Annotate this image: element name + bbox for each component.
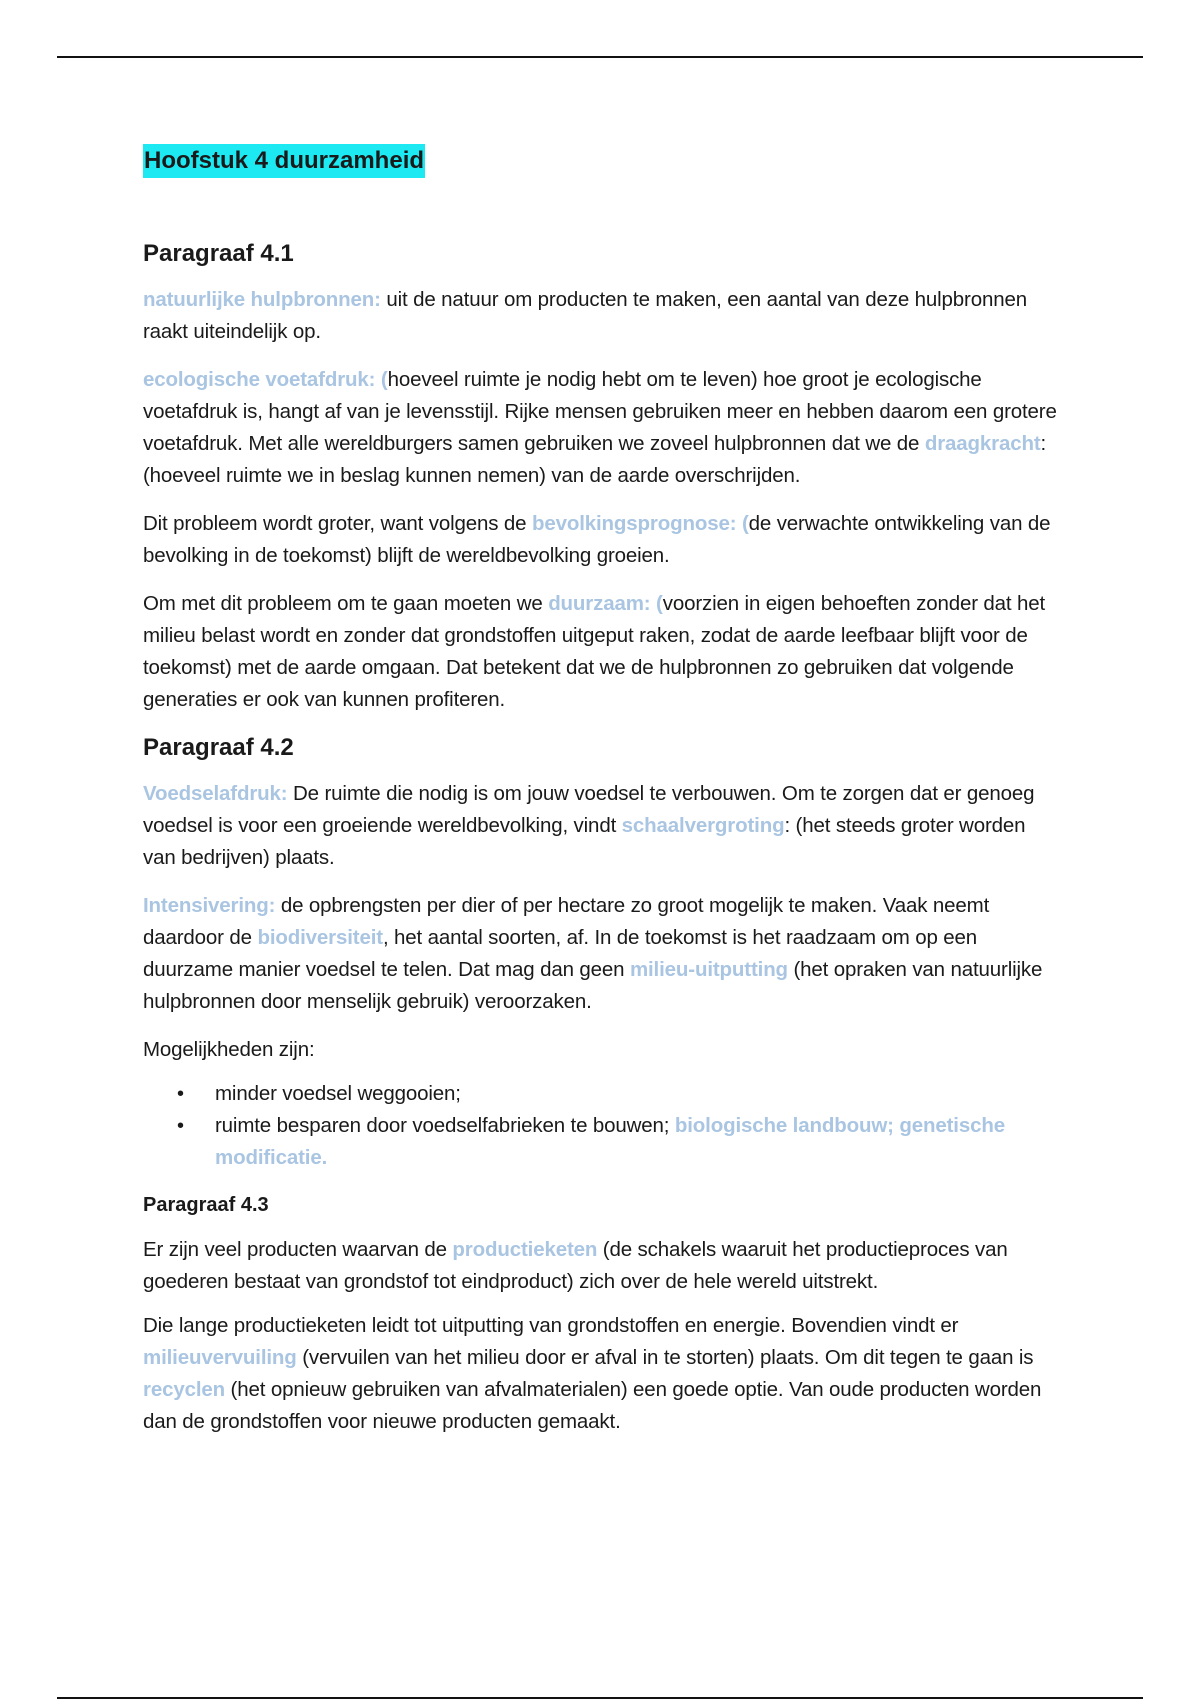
term-schaalvergroting: schaalvergroting [621,814,785,837]
term-bevolkingsprognose: bevolkingsprognose: ( [531,512,749,535]
bullet-icon: • [177,1115,184,1137]
term-biologische-landbouw: biologische landbouw; genetische modificatie. [215,1114,1005,1169]
paragraph-bevolkingsprognose: Dit probleem wordt groter, want volgens de bevolkingsprognose: (de verwachte ontwikkeling van de bevolking in de toekomst) blijft de wereldbevolking groeien. [143,512,1051,567]
term-ecologische-voetafdruk: ecologische voetafdruk: ( [143,368,388,391]
term-recyclen: recyclen [143,1378,226,1401]
list-item: • minder voedsel weggooien; [215,1078,1063,1110]
term-draagkracht: draagkracht [924,432,1041,455]
section-heading-4-3: Paragraaf 4.3 [143,1194,269,1216]
paragraph-mogelijkheden: Mogelijkheden zijn: [143,1038,315,1061]
term-voedselafdruk: Voedselafdruk: [143,782,288,805]
paragraph-voedselafdruk: Voedselafdruk: De ruimte die nodig is om jouw voedsel te verbouwen. Om te zorgen dat er genoeg voedsel is voor een groeiende wereldbevolking, vindt schaalvergroting: (het steeds groter worden van bedrijven) plaats. [143,782,1035,869]
term-intensivering: Intensivering: [143,894,276,917]
chapter-title: Hoofstuk 4 duurzamheid [143,144,425,178]
paragraph-productieketen: Er zijn veel producten waarvan de productieketen (de schakels waaruit het productieproces van goederen bestaat van grondstof tot eindproduct) zich over de hele wereld uitstrekt. [143,1238,1008,1293]
bullet-icon: • [177,1083,184,1105]
list-item: • ruimte besparen door voedselfabrieken te bouwen; biologische landbouw; genetische modificatie. [215,1110,1063,1174]
header-rule [57,56,1143,58]
paragraph-natuurlijke-hulpbronnen: natuurlijke hulpbronnen: uit de natuur om producten te maken, een aantal van deze hulpbronnen raakt uiteindelijk op. [143,288,1027,343]
section-heading-4-2: Paragraaf 4.2 [143,734,294,761]
section-heading-4-1: Paragraaf 4.1 [143,240,294,267]
document-page [143,144,1063,1438]
term-productieketen: productieketen [452,1238,598,1261]
possibilities-list [143,1078,1063,1174]
term-milieuvervuiling: milieuvervuiling [143,1346,297,1369]
paragraph-ecologische-voetafdruk: ecologische voetafdruk: (hoeveel ruimte je nodig hebt om te leven) hoe groot je ecologische voetafdruk is, hangt af van je levensstijl. Rijke mensen gebruiken meer en hebben daarom een grotere voetafdruk. Met alle wereldburgers samen gebruiken we zoveel hulpbronnen dat we de draagkracht: (hoeveel ruimte we in beslag kunnen nemen) van de aarde overschrijden. [143,368,1057,487]
paragraph-duurzaam: Om met dit probleem om te gaan moeten we duurzaam: (voorzien in eigen behoeften zonder dat het milieu belast wordt en zonder dat grondstoffen uitgeput raken, zodat de aarde leefbaar blijft voor de toekomst) met de aarde omgaan. Dat betekent dat we de hulpbronnen zo gebruiken dat volgende generaties er ook van kunnen profiteren. [143,592,1046,711]
term-milieu-uitputting: milieu-uitputting [629,958,788,981]
paragraph-intensivering: Intensivering: de opbrengsten per dier of per hectare zo groot mogelijk te maken. Vaak neemt daardoor de biodiversiteit, het aantal soorten, af. In de toekomst is het raadzaam om op een duurzame manier voedsel te telen. Dat mag dan geen milieu-uitputting (het opraken van natuurlijke hulpbronnen door menselijk gebruik) veroorzaken. [143,894,1043,1013]
term-biodiversiteit: biodiversiteit [257,926,383,949]
paragraph-milieuvervuiling: Die lange productieketen leidt tot uitputting van grondstoffen en energie. Bovendien vindt er milieuvervuiling (vervuilen van het milieu door er afval in te storten) plaats. Om dit tegen te gaan is recyclen (het opnieuw gebruiken van afvalmaterialen) een goede optie. Van oude producten worden dan de grondstoffen voor nieuwe producten gemaakt. [143,1314,1042,1433]
term-natuurlijke-hulpbronnen: natuurlijke hulpbronnen: [143,288,381,311]
footer-rule [57,1697,1143,1699]
term-duurzaam: duurzaam: ( [548,592,663,615]
